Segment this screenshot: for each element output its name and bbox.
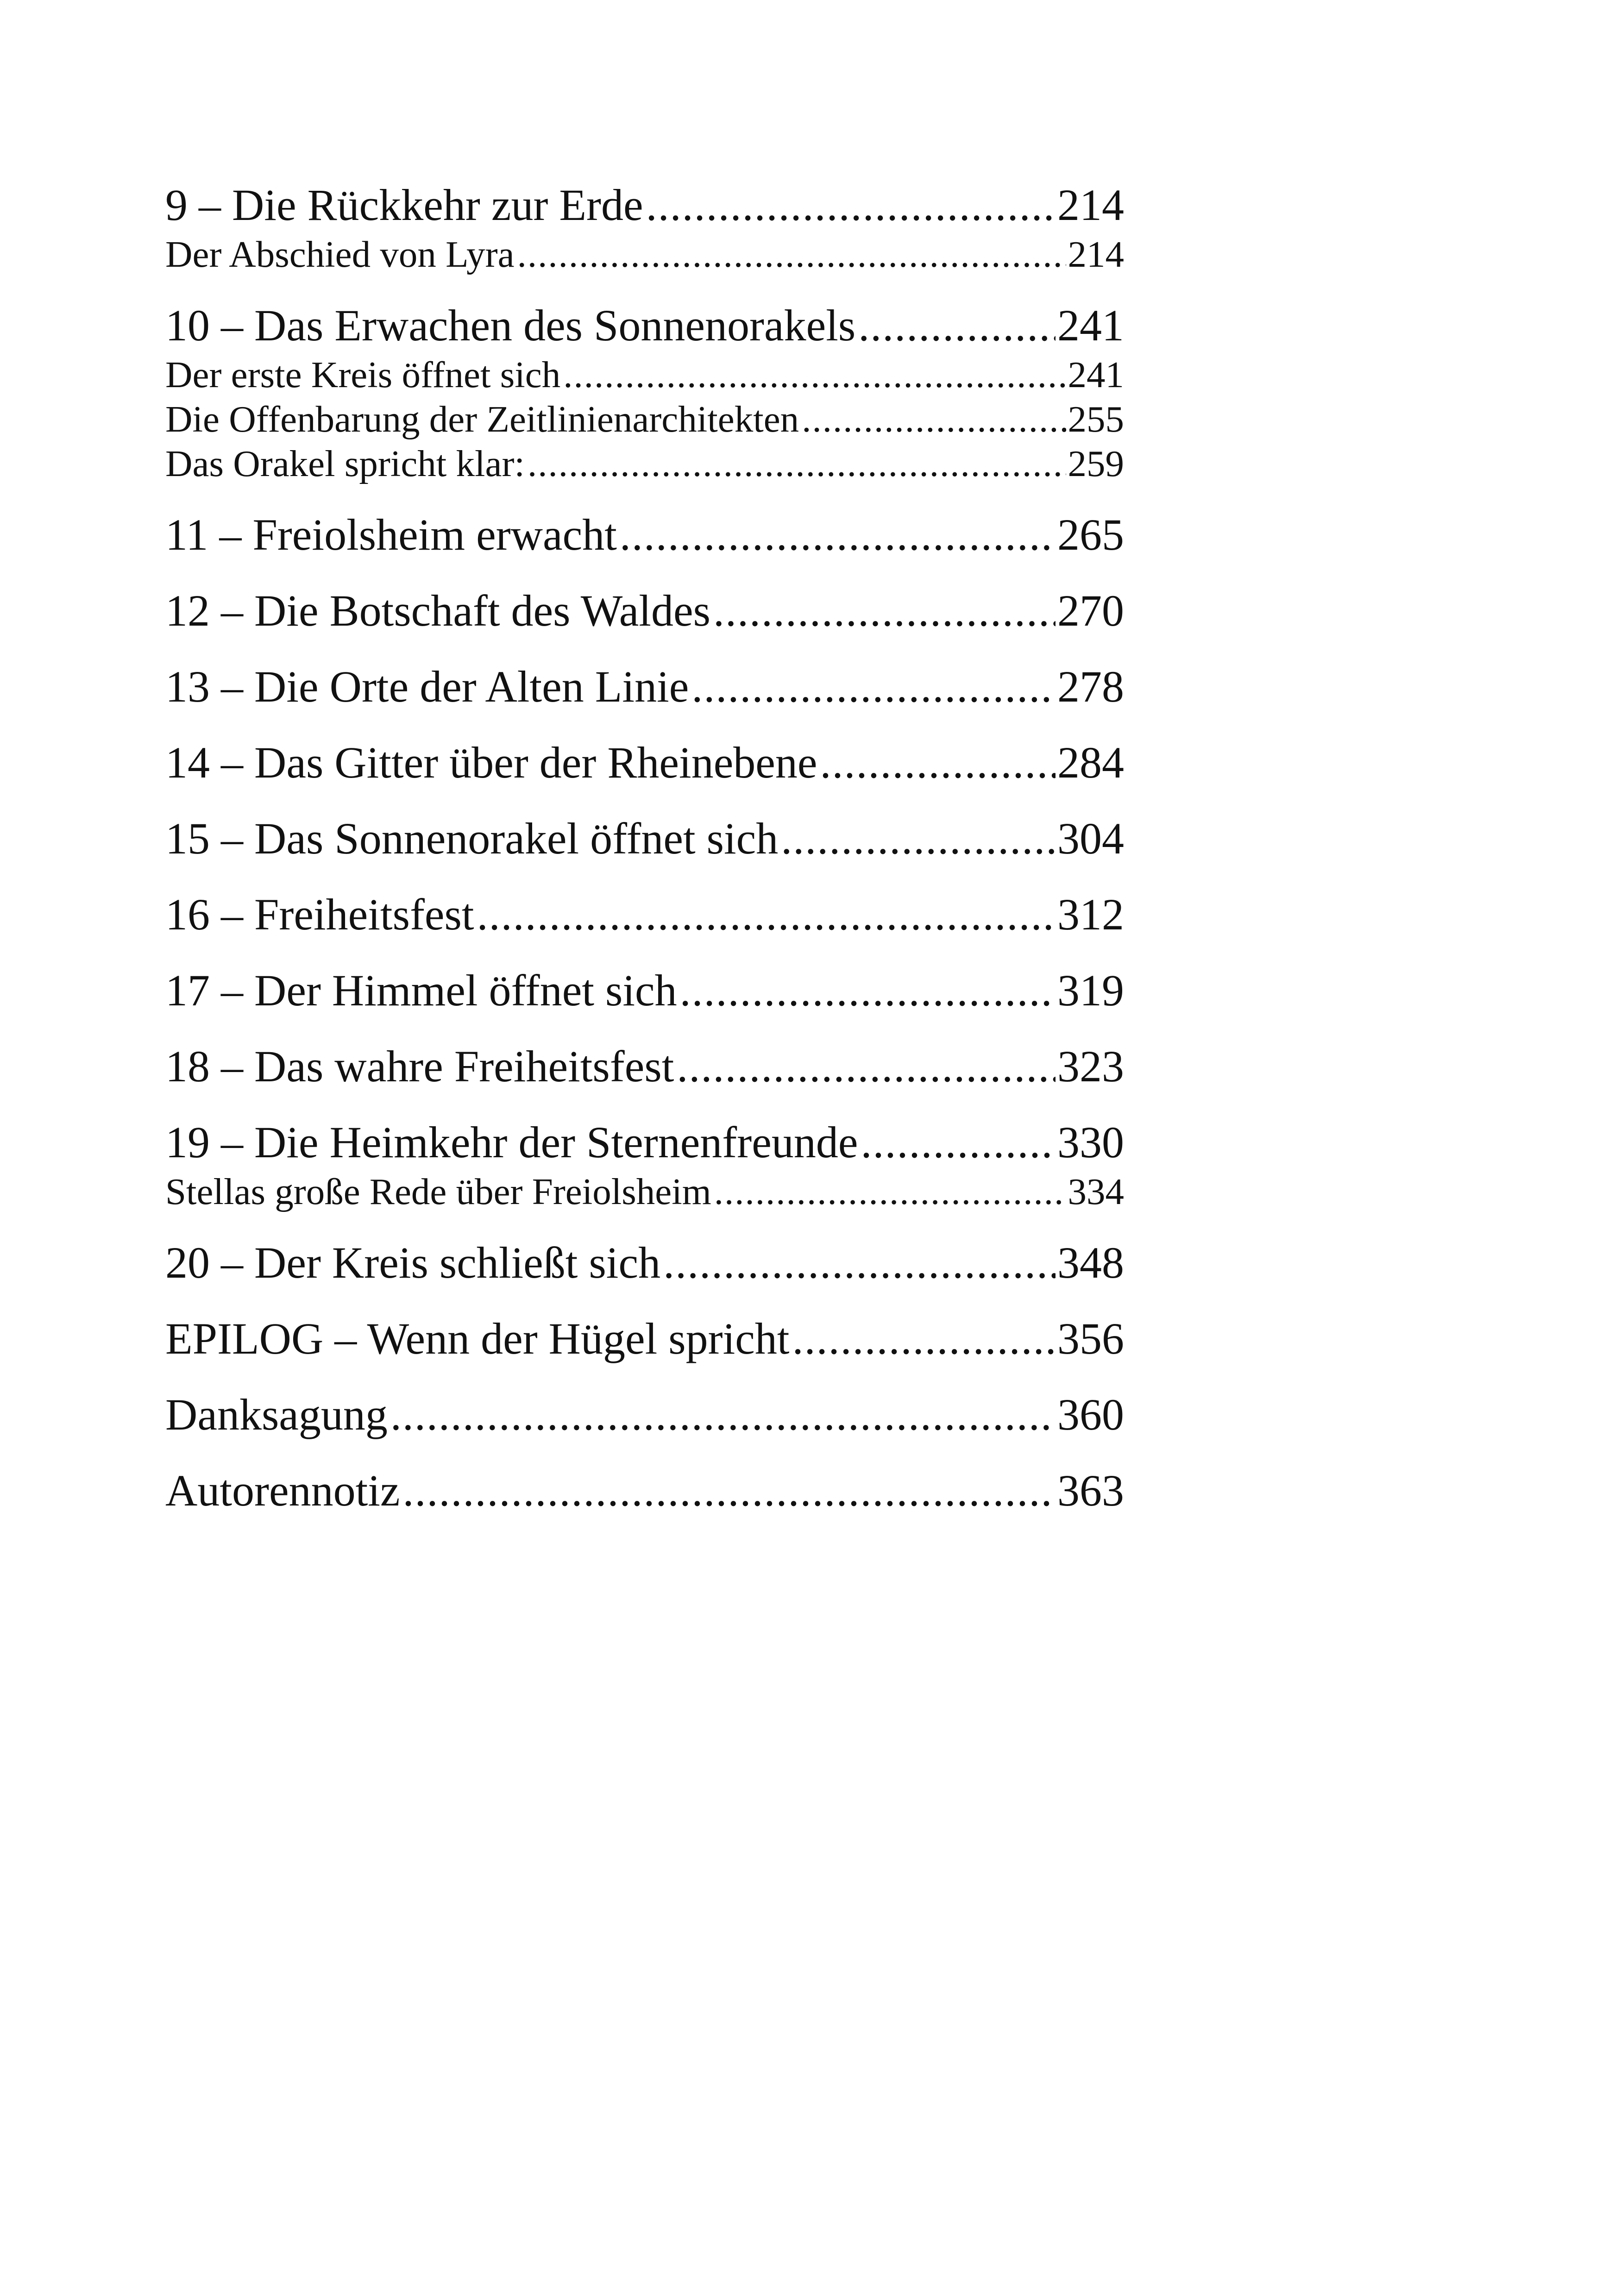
toc-entry-title: Stellas große Rede über Freiolsheim bbox=[165, 1171, 711, 1212]
toc-entry-title: 17 – Der Himmel öffnet sich bbox=[165, 966, 677, 1015]
toc-entry-page: 348 bbox=[1057, 1238, 1124, 1287]
dot-leader bbox=[528, 441, 1066, 486]
toc-entry-epilog[interactable] bbox=[165, 1312, 1124, 1366]
toc-entry-page: 259 bbox=[1068, 443, 1124, 484]
dot-leader bbox=[517, 232, 1066, 276]
toc-entry-page: 214 bbox=[1057, 180, 1124, 230]
toc-entry-title: 15 – Das Sonnenorakel öffnet sich bbox=[165, 814, 779, 863]
dot-leader bbox=[477, 888, 1056, 941]
dot-leader bbox=[713, 584, 1056, 638]
toc-entry-section[interactable] bbox=[165, 1169, 1124, 1214]
dot-leader bbox=[858, 299, 1056, 352]
toc-entry-chapter-12[interactable] bbox=[165, 584, 1124, 638]
toc-entry-chapter-20[interactable] bbox=[165, 1236, 1124, 1290]
toc-entry-page: 255 bbox=[1068, 398, 1124, 440]
dot-leader bbox=[663, 1236, 1056, 1290]
toc-entry-chapter-15[interactable] bbox=[165, 812, 1124, 866]
toc-entry-page: 241 bbox=[1068, 354, 1124, 395]
toc-entry-page: 265 bbox=[1057, 510, 1124, 559]
toc-entry-chapter-10[interactable] bbox=[165, 299, 1124, 352]
toc-entry-title: Der Abschied von Lyra bbox=[165, 233, 515, 275]
toc-entry-title: 14 – Das Gitter über der Rheinebene bbox=[165, 738, 817, 787]
toc-entry-title: 10 – Das Erwachen des Sonnenorakels bbox=[165, 301, 856, 350]
toc-entry-danksagung[interactable] bbox=[165, 1388, 1124, 1442]
toc-entry-section[interactable] bbox=[165, 232, 1124, 276]
dot-leader bbox=[563, 352, 1066, 397]
toc-entry-page: 284 bbox=[1057, 738, 1124, 787]
toc-entry-title: 20 – Der Kreis schließt sich bbox=[165, 1238, 661, 1287]
toc-entry-chapter-17[interactable] bbox=[165, 964, 1124, 1017]
toc-entry-page: 360 bbox=[1057, 1390, 1124, 1439]
dot-leader bbox=[714, 1169, 1066, 1214]
toc-entry-title: Danksagung bbox=[165, 1390, 388, 1439]
toc-entry-page: 270 bbox=[1057, 586, 1124, 635]
toc-entry-autorennotiz[interactable] bbox=[165, 1464, 1124, 1518]
toc-entry-title: 18 – Das wahre Freiheitsfest bbox=[165, 1041, 674, 1091]
dot-leader bbox=[403, 1464, 1056, 1518]
toc-entry-page: 241 bbox=[1057, 301, 1124, 350]
dot-leader bbox=[802, 397, 1066, 441]
toc-entry-chapter-16[interactable] bbox=[165, 888, 1124, 941]
dot-leader bbox=[820, 736, 1056, 790]
toc-entry-chapter-18[interactable] bbox=[165, 1040, 1124, 1093]
toc-entry-title: Der erste Kreis öffnet sich bbox=[165, 354, 561, 395]
dot-leader bbox=[792, 1312, 1056, 1366]
toc-entry-page: 330 bbox=[1057, 1117, 1124, 1167]
toc-entry-page: 278 bbox=[1057, 662, 1124, 711]
toc-entry-chapter-19[interactable] bbox=[165, 1116, 1124, 1169]
toc-entry-section[interactable] bbox=[165, 441, 1124, 486]
toc-entry-page: 334 bbox=[1068, 1171, 1124, 1212]
dot-leader bbox=[677, 1040, 1056, 1093]
toc-entry-chapter-9[interactable] bbox=[165, 178, 1124, 232]
toc-entry-page: 323 bbox=[1057, 1041, 1124, 1091]
toc-entry-chapter-14[interactable] bbox=[165, 736, 1124, 790]
toc-entry-title: 19 – Die Heimkehr der Sternenfreunde bbox=[165, 1117, 858, 1167]
toc-entry-chapter-11[interactable] bbox=[165, 508, 1124, 562]
toc-entry-title: Die Offenbarung der Zeitlinienarchitekten bbox=[165, 398, 799, 440]
toc-entry-title: EPILOG – Wenn der Hügel spricht bbox=[165, 1314, 790, 1363]
toc-entry-title: 16 – Freiheitsfest bbox=[165, 890, 474, 939]
dot-leader bbox=[861, 1116, 1056, 1169]
toc-entry-page: 319 bbox=[1057, 966, 1124, 1015]
toc-entry-page: 356 bbox=[1057, 1314, 1124, 1363]
toc-entry-page: 363 bbox=[1057, 1466, 1124, 1515]
toc-entry-title: 11 – Freiolsheim erwacht bbox=[165, 510, 617, 559]
dot-leader bbox=[781, 812, 1056, 866]
toc-entry-page: 304 bbox=[1057, 814, 1124, 863]
dot-leader bbox=[691, 660, 1056, 714]
toc-entry-page: 214 bbox=[1068, 233, 1124, 275]
toc-entry-title: 9 – Die Rückkehr zur Erde bbox=[165, 180, 643, 230]
toc-entry-title: 12 – Die Botschaft des Waldes bbox=[165, 586, 710, 635]
toc-entry-title: 13 – Die Orte der Alten Linie bbox=[165, 662, 689, 711]
dot-leader bbox=[680, 964, 1056, 1017]
dot-leader bbox=[390, 1388, 1056, 1442]
toc-entry-title: Das Orakel spricht klar: bbox=[165, 443, 525, 484]
toc-entry-section[interactable] bbox=[165, 397, 1124, 441]
toc-entry-title: Autorennotiz bbox=[165, 1466, 400, 1515]
dot-leader bbox=[646, 178, 1056, 232]
toc-entry-chapter-13[interactable] bbox=[165, 660, 1124, 714]
table-of-contents bbox=[165, 178, 1124, 1518]
toc-entry-page: 312 bbox=[1057, 890, 1124, 939]
toc-entry-section[interactable] bbox=[165, 352, 1124, 397]
dot-leader bbox=[620, 508, 1056, 562]
